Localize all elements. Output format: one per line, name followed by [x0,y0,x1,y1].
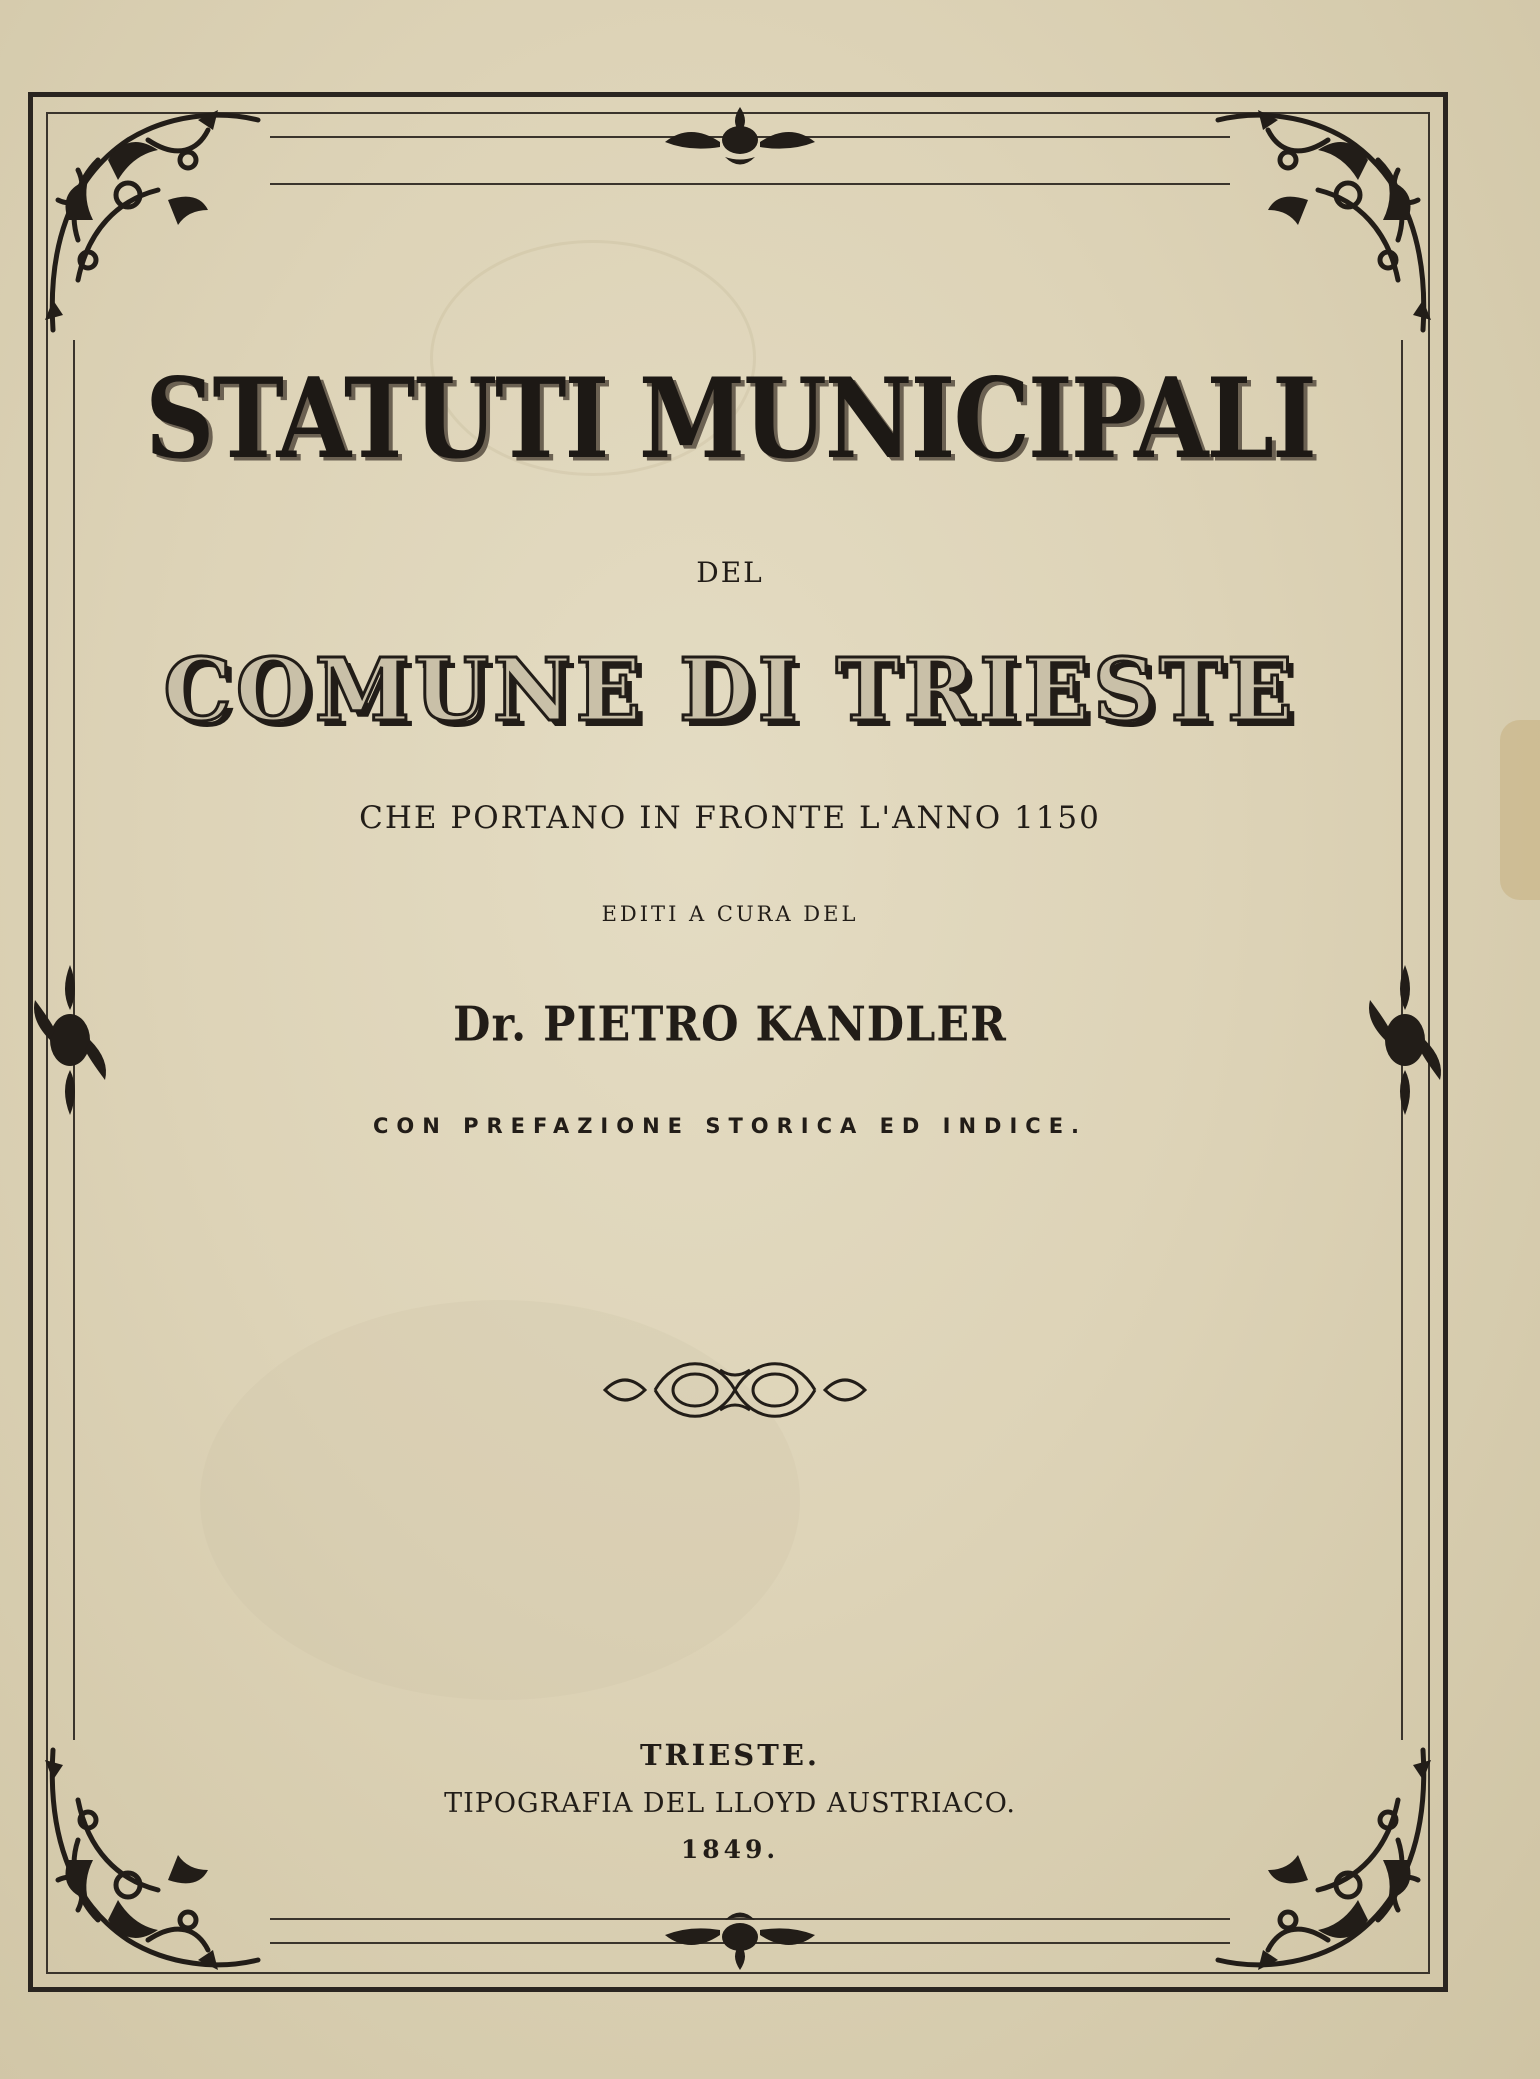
imprint-year: 1849. [680,1835,780,1864]
title-line-1: STATUTI MUNICIPALI [145,353,1315,484]
flourish-divider-icon [595,1350,875,1430]
fleuron-bottom-icon [660,1905,820,1975]
author-name: Dr. PIETRO KANDLER [453,997,1007,1053]
preface-note: CON PREFAZIONE STORICA ED INDICE. [372,1114,1088,1138]
paper-stain [1500,720,1540,900]
border-rule [270,183,1230,185]
fleuron-top-icon [660,102,820,172]
corner-ornament-icon [1208,100,1438,340]
title-line-2: COMUNE DI TRIESTE [163,640,1297,741]
imprint-city: TRIESTE. [639,1738,821,1772]
subtitle: CHE PORTANO IN FRONTE L'ANNO 1150 [359,800,1101,836]
editor-intro: EDITI A CURA DEL [601,902,859,926]
corner-ornament-icon [38,100,268,340]
title-del: DEL [696,556,764,589]
imprint-printer: TIPOGRAFIA DEL LLOYD AUSTRIACO. [444,1788,1016,1819]
